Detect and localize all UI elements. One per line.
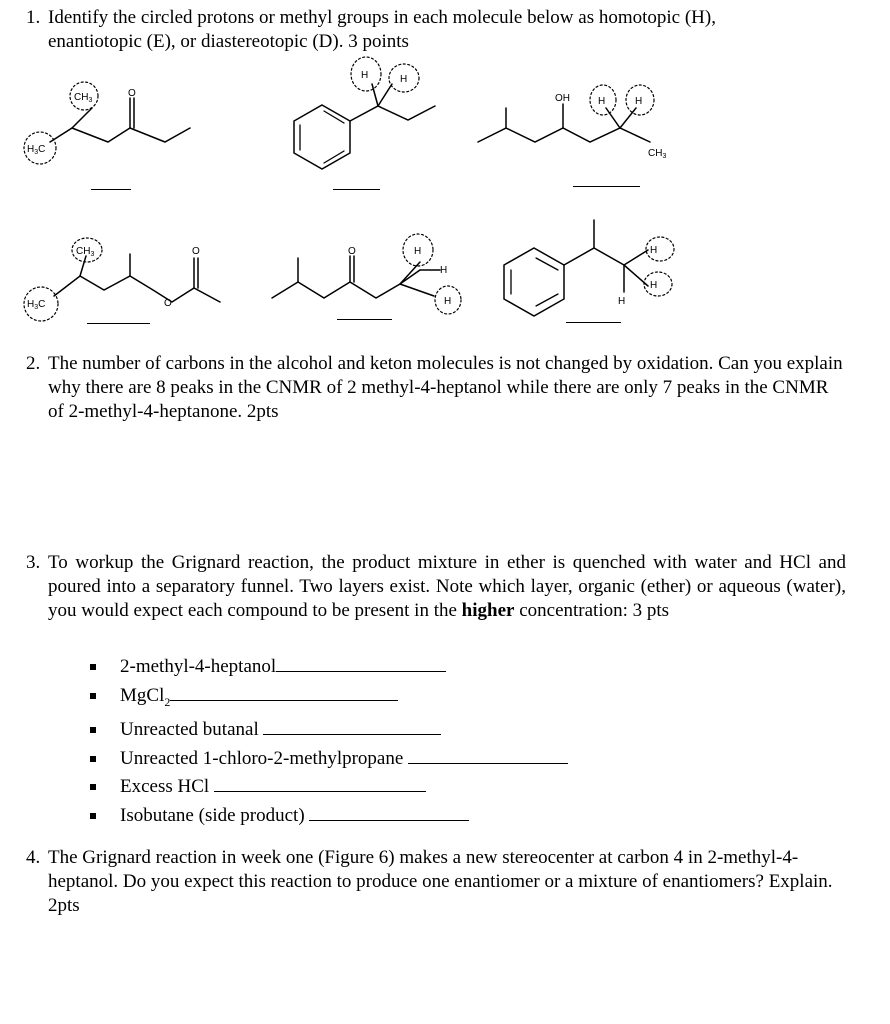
question-2-text: The number of carbons in the alcohol and keton molecules is not changed by oxidation. Can you explain why there are 8 peaks in the CNMR of 2 methyl-4-heptanol while there are only 7 peaks in the CNMR of 2-methyl-4-heptanone. 2pts (48, 353, 843, 422)
question-2 (26, 352, 846, 424)
molecule-1 (50, 98, 190, 142)
label-o: O (192, 246, 200, 257)
molecule-4 (54, 254, 220, 302)
label-h: H (440, 265, 448, 276)
answer-blank[interactable] (566, 322, 621, 323)
label-h: H (598, 96, 606, 107)
label-h3c: $H_3C$ (27, 299, 46, 311)
question-4 (26, 846, 846, 918)
label-h: H (414, 246, 422, 257)
list-item: Unreacted 1-chloro-2-methylpropane (86, 745, 568, 774)
label-h: H (361, 70, 369, 81)
answer-blank[interactable] (408, 745, 568, 764)
answer-blank[interactable] (573, 186, 640, 187)
answer-blank[interactable] (333, 189, 380, 190)
list-item: MgCl$_2$ (86, 682, 568, 716)
list-item: Unreacted butanal (86, 716, 568, 745)
label-ch3: $CH_3$ (648, 148, 667, 160)
question-1-line-2: enantiotopic (E), or diastereotopic (D). 3 points (48, 31, 409, 52)
label-h: H (650, 280, 658, 291)
label-h3c: $H_3C$ (27, 144, 46, 156)
label-o: O (348, 246, 356, 257)
label-o: O (164, 298, 172, 309)
molecule-6 (504, 220, 648, 316)
answer-blank[interactable] (91, 189, 131, 190)
question-4-text: The Grignard reaction in week one (Figure 6) makes a new stereocenter at carbon 4 in 2-methyl-4-heptanol. Do you expect this reaction to produce one enantiomer or a mixture of enantiomers? Explain. 2pts (48, 847, 833, 916)
list-item: Excess HCl (86, 773, 568, 802)
question-3 (26, 551, 846, 623)
label-ch3: $CH_3$ (74, 92, 93, 104)
label-h: H (400, 74, 408, 85)
molecule-3 (478, 104, 650, 142)
question-number: 3. (26, 552, 41, 573)
question-number: 1. (26, 7, 41, 28)
label-h: H (618, 296, 626, 307)
molecule-5 (272, 256, 440, 298)
label-ch3: $CH_3$ (76, 246, 95, 258)
answer-blank[interactable] (87, 323, 150, 324)
answer-blank[interactable] (214, 773, 426, 792)
molecule-2 (294, 84, 435, 169)
question-number: 4. (26, 847, 41, 868)
molecule-structures (0, 0, 890, 340)
answer-blank[interactable] (170, 682, 398, 701)
answer-blank[interactable] (309, 802, 469, 821)
label-h: H (444, 296, 452, 307)
list-item: 2-methyl-4-heptanol (86, 653, 568, 682)
question-number: 2. (26, 353, 41, 374)
list-item: Isobutane (side product) (86, 802, 568, 831)
label-h: H (635, 96, 643, 107)
label-o: O (128, 88, 136, 99)
answer-blank[interactable] (276, 653, 446, 672)
question-1-line-1: Identify the circled protons or methyl groups in each molecule below as homotopic (H), (48, 7, 716, 28)
question-3-text: To workup the Grignard reaction, the product mixture in ether is quenched with water and HCl and poured into a separatory funnel. Two layers exist. Note which layer, organic (ether) or aqueous (water), you would expect each compound to be present in the higher concentration: 3 pts (48, 552, 846, 621)
label-h: H (650, 245, 658, 256)
answer-blank[interactable] (263, 716, 441, 735)
compound-list (86, 653, 568, 830)
answer-blank[interactable] (337, 319, 392, 320)
label-oh: OH (555, 93, 570, 104)
